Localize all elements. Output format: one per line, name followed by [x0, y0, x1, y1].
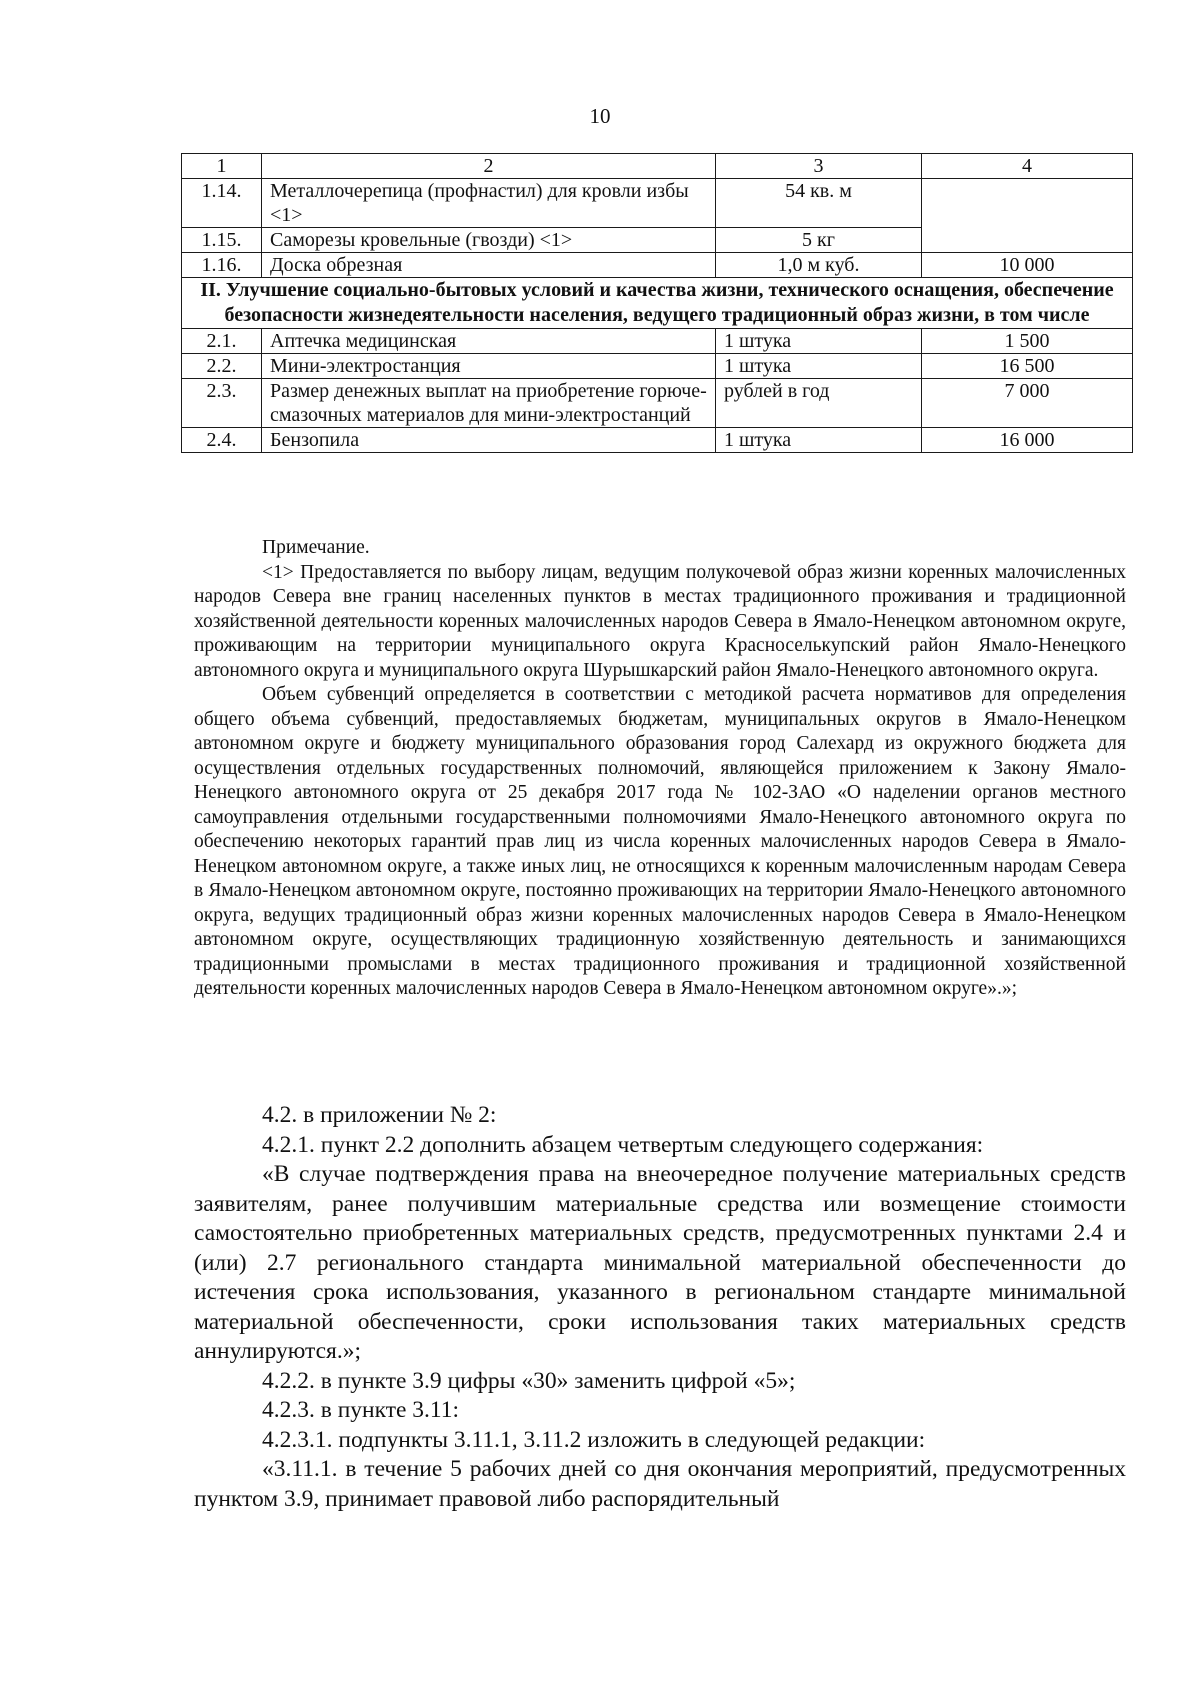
- row-amount-merged: [922, 179, 1133, 253]
- row-name: Аптечка медицинская: [262, 329, 716, 354]
- amendment-paragraph: 4.2.3. в пункте 3.11:: [262, 1397, 460, 1423]
- note-title: Примечание.: [262, 537, 370, 558]
- header-cell: 2: [262, 154, 716, 179]
- row-unit: 1,0 м куб.: [716, 253, 922, 278]
- row-name: Металлочерепица (профнастил) для кровли избы <1>: [262, 179, 716, 228]
- row-number: 2.4.: [182, 428, 262, 453]
- table-row: [182, 253, 1133, 278]
- row-amount: 16 000: [922, 428, 1133, 453]
- row-unit: 1 штука: [716, 329, 922, 354]
- table-header-row: [182, 154, 1133, 179]
- row-name: Саморезы кровельные (гвозди) <1>: [262, 228, 716, 253]
- table-row: [182, 428, 1133, 453]
- footnote-paragraph: <1> Предоставляется по выбору лицам, ведущим полукочевой образ жизни коренных малочисленных народов Севера вне границ населенных пунктов в местах традиционного проживания и традиционной хозяйственной деятельности коренных малочисленных народов Севера в Ямало-Ненецком автономном округе, проживающим на территории муниципального округа Красноселькупский район Ямало-Ненецкого автономного округа и муниципального округа Шурышкарский район Ямало-Ненецкого автономного округа.: [194, 561, 1126, 681]
- table-row: [182, 354, 1133, 379]
- row-unit: 54 кв. м: [716, 179, 922, 228]
- amendment-paragraph: 4.2.2. в пункте 3.9 цифры «30» заменить цифрой «5»;: [262, 1367, 796, 1394]
- header-cell: 3: [716, 154, 922, 179]
- row-number: 2.3.: [182, 379, 262, 428]
- row-name: Мини-электростанция: [262, 354, 716, 379]
- subvention-paragraph: Объем субвенций определяется в соответствии с методикой расчета нормативов для определения общего объема субвенций, предоставляемых бюджетам, муниципальных округов в Ямало-Ненецком автономном округе и бюджету муниципального образования город Салехард из окружного бюджета для осуществления отдельных государственных полномочий, являющейся приложением к Закону Ямало-Ненецкого автономного округа от 25 декабря 2017 года № 102-ЗАО «О наделении органов местного самоуправления отдельными государственными полномочиями Ямало-Ненецкого автономного округа по обеспечению некоторых гарантий прав лиц из числа коренных малочисленных народов Севера в Ямало-Ненецком автономном округе, а также иных лиц, не относящихся к коренным малочисленным народам Севера в Ямало-Ненецком автономном округе, постоянно проживающих на территории Ямало-Ненецкого автономного округа, ведущих традиционный образ жизни коренных малочисленных народов Севера в Ямало-Ненецком автономном округе, осуществляющих традиционную хозяйственную деятельность и занимающихся традиционными промыслами в местах традиционного проживания и традиционной хозяйственной деятельности коренных малочисленных народов Севера в Ямало-Ненецком автономном округе».»;: [194, 684, 1126, 999]
- table-row: [182, 379, 1133, 428]
- amendment-paragraph: «В случае подтверждения права на внеочередное получение материальных средств заявителям, ранее получившим материальные средства или возмещение стоимости самостоятельно приобретенных материальных средств, предусмотренных пунктами 2.4 и (или) 2.7 регионального стандарта минимальной материальной обеспеченности до истечения срока использования, указанного в региональном стандарте минимальной материальной обеспеченности, сроки использования таких материальных средств аннулируются.»;: [194, 1161, 1126, 1364]
- row-amount: 10 000: [922, 253, 1133, 278]
- row-name: Размер денежных выплат на приобретение горюче-смазочных материалов для мини-электростанций: [262, 379, 716, 428]
- row-unit: 1 штука: [716, 354, 922, 379]
- amendment-paragraph: 4.2.1. пункт 2.2 дополнить абзацем четвертым следующего содержания:: [262, 1131, 984, 1158]
- amendment-paragraph: 4.2.3.1. подпункты 3.11.1, 3.11.2 изложить в следующей редакции:: [262, 1426, 926, 1453]
- page-number: 10: [589, 104, 611, 128]
- row-unit: 1 штука: [716, 428, 922, 453]
- amendment-body: [194, 1101, 1126, 1514]
- standards-table: [181, 153, 1133, 453]
- amendment-paragraph: «3.11.1. в течение 5 рабочих дней со дня окончания мероприятий, предусмотренных пунктом 3.9, принимает правовой либо распорядительный: [194, 1456, 1126, 1512]
- row-name: Доска обрезная: [262, 253, 716, 278]
- table-row: [182, 179, 1133, 228]
- row-number: 2.1.: [182, 329, 262, 354]
- row-name: Бензопила: [262, 428, 716, 453]
- amendment-paragraph: 4.2. в приложении № 2:: [262, 1102, 497, 1128]
- row-unit: 5 кг: [716, 228, 922, 253]
- row-amount: 7 000: [922, 379, 1133, 428]
- row-number: 1.14.: [182, 179, 262, 228]
- row-amount: 16 500: [922, 354, 1133, 379]
- note-section: [194, 536, 1126, 1002]
- header-cell: 4: [922, 154, 1133, 179]
- row-amount: 1 500: [922, 329, 1133, 354]
- section-heading-row: [182, 278, 1133, 329]
- row-number: 2.2.: [182, 354, 262, 379]
- table-row: [182, 329, 1133, 354]
- header-cell: 1: [182, 154, 262, 179]
- section-heading: II. Улучшение социально-бытовых условий и качества жизни, технического оснащения, обеспечение безопасности жизнедеятельности населения, ведущего традиционный образ жизни, в том числе: [182, 278, 1133, 329]
- row-number: 1.16.: [182, 253, 262, 278]
- row-number: 1.15.: [182, 228, 262, 253]
- row-unit: рублей в год: [716, 379, 922, 428]
